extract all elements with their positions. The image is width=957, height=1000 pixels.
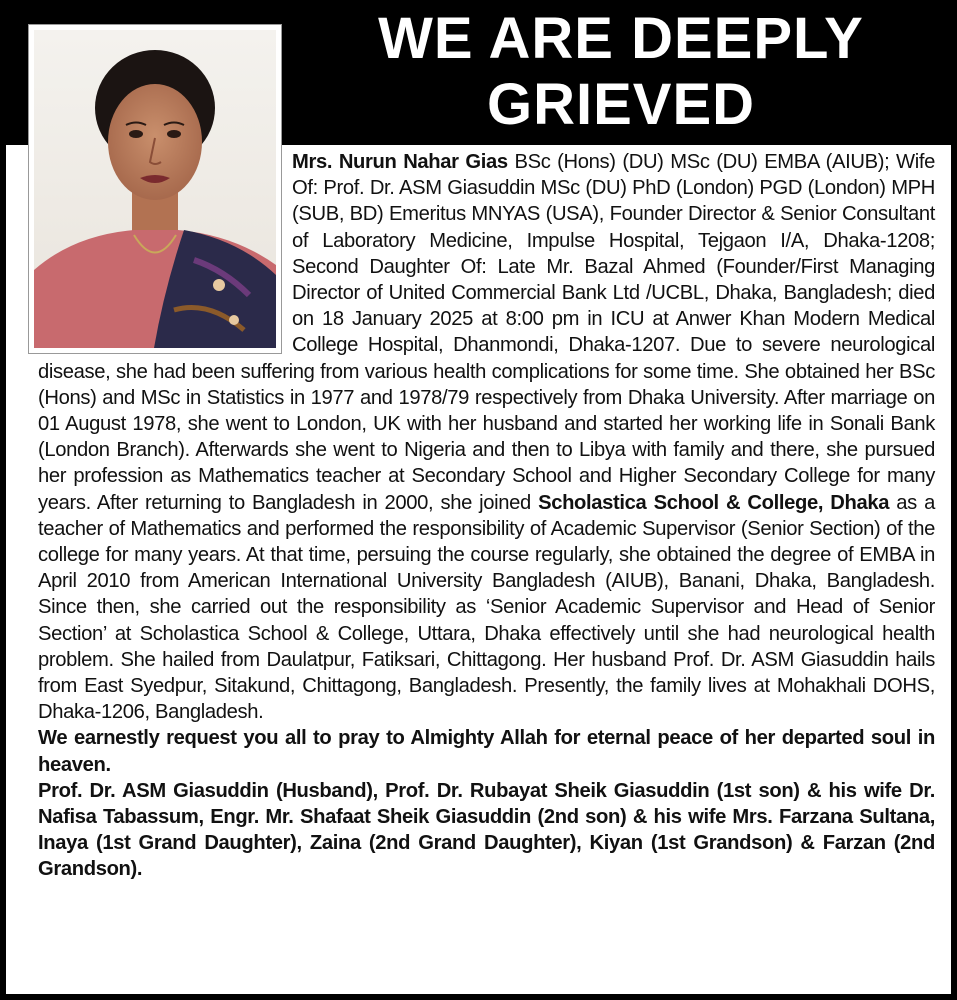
headline-line-2: GRIEVED [486, 72, 756, 137]
headline-line-1: WE ARE DEEPLY [378, 6, 864, 71]
school-name: Scholastica School & College, Dhaka [538, 491, 890, 514]
obituary-text [38, 149, 935, 883]
deceased-name: Mrs. Nurun Nahar Gias [292, 151, 508, 173]
family-members: Prof. Dr. ASM Giasuddin (Husband), Prof. Dr. Rubayat Sheik Giasuddin (1st son) & his wife Dr. Nafisa Tabassum, Engr. Mr. Shafaat Sheik Giasuddin (2nd son) & his wife Mrs. Farzana Sultana, Inaya (1st Grand Daughter), Zaina (2nd Grand Daughter), Kiyan (1st Grandson) & Farzan (2nd Grandson). [38, 779, 935, 881]
prayer-request: We earnestly request you all to pray to Almighty Allah for eternal peace of her departed soul in heaven. [38, 727, 935, 776]
obituary-intro: BSc (Hons) (DU) MSc (DU) EMBA (AIUB); Wife Of: Prof. Dr. ASM Giasuddin MSc (DU) PhD (London) PGD (London) MPH (SUB, BD) Emeritus MNYAS (USA), Founder Director & Senior Consultant of Laboratory Medicine, Impulse Hospital, Tejgaon I/A, Dhaka-1208; Second Daughter Of: Late Mr. Bazal Ahmed (Founder/First Managing Director of United Commercial Bank Ltd /UCBL, Dhaka, Bangladesh; died on 18 January 2025 at 8:00 pm in ICU at Anwer Khan Modern Medical College Hospital, Dhanmondi, Dhaka-1207. Due to severe neurological disease, she had been suffering from various health complications for some time. She obtained her BSc (Hons) and MSc in Statistics in 1977 and 1978/79 respectively from Dhaka University. After marriage on 01 August 1978, she went to London, UK with her husband and started her working life in Sonali Bank (London Branch). Afterwards she went to Nigeria and then to Libya with family and there, she pursued her profession as Mathematics teacher at Secondary School and Higher Secondary College for many years. After returning to Bangladesh in 2000, she joined [38, 151, 936, 514]
headline [286, 6, 956, 138]
obituary-rest: as a teacher of Mathematics and performed the responsibility of Academic Supervisor (Senior Section) of the college for many years. At that time, persuing the course regularly, she obtained the degree of EMBA in April 2010 from American International University Bangladesh (AIUB), Banani, Dhaka, Bangladesh. Since then, she carried out the responsibility as ‘Senior Academic Supervisor and Head of Senior Section’ at Scholastica School & College, Uttara, Dhaka effectively until she had neurological health problem. She hailed from Daulatpur, Fatiksari, Chittagong. Her husband Prof. Dr. ASM Giasuddin hails from East Syedpur, Sitakund, Chittagong, Bangladesh. Presently, the family lives at Mohakhali DOHS, Dhaka-1206, Bangladesh. [38, 491, 935, 724]
photo-wrap-spacer [38, 149, 292, 357]
